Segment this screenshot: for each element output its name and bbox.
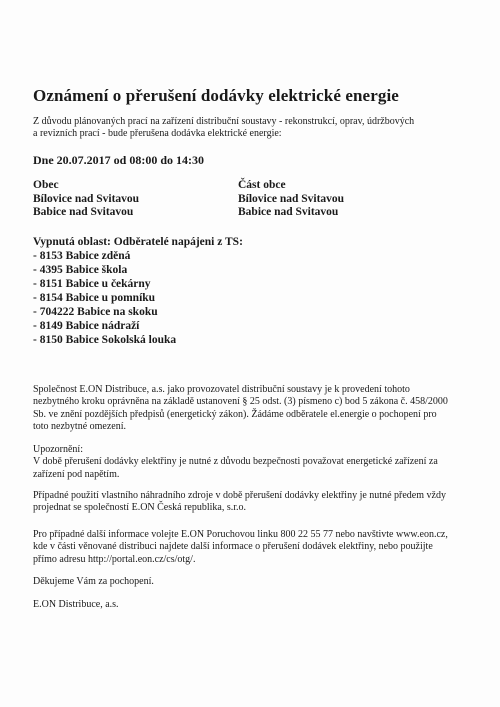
intro-paragraph bbox=[33, 116, 473, 141]
generator-line: projednat se společností E.ON Česká republika, s.r.o. bbox=[33, 502, 247, 514]
part-header: Část obce bbox=[238, 179, 286, 191]
area-item: - 8153 Babice zděná bbox=[33, 250, 131, 262]
area-item: - 8151 Babice u čekárny bbox=[33, 278, 151, 290]
warning-paragraph bbox=[33, 444, 473, 481]
generator-line: Případné použití vlastního náhradního zdroje v době přerušení dodávky elektřiny je nutné předem vždy bbox=[33, 490, 446, 501]
intro-line: a revizních prací - bude přerušena dodávka elektrické energie: bbox=[33, 128, 282, 140]
info-line: přímo adresu http://portal.eon.cz/cs/otg/. bbox=[33, 553, 196, 565]
part-row: Bílovice nad Svitavou bbox=[238, 192, 345, 205]
area-item: - 8149 Babice nádraží bbox=[33, 320, 140, 332]
area-item: - 4395 Babice škola bbox=[33, 264, 128, 276]
municipality-row: Babice nad Svitavou bbox=[33, 206, 134, 218]
affected-area bbox=[33, 235, 243, 347]
municipality-header: Obec bbox=[33, 179, 59, 191]
signature-line: E.ON Distribuce, a.s. bbox=[33, 599, 119, 610]
warning-label: Upozornění: bbox=[33, 444, 83, 455]
company-line: nezbytného kroku oprávněna na základě ustanovení § 25 odst. (3) písmeno c) bod 5 zákona č. 458/2000 bbox=[33, 396, 448, 408]
info-line: Pro případné další informace volejte E.ON Poruchovou linku 800 22 55 77 nebo navštivte www.eon.cz, bbox=[33, 529, 448, 540]
warning-line: zařízení pod napětím. bbox=[33, 468, 120, 480]
municipality-column bbox=[33, 179, 139, 220]
company-paragraph bbox=[33, 384, 473, 434]
part-column bbox=[238, 179, 344, 220]
info-line: kde v části věnované distribuci najdete další informace o přerušení dodávek elektřiny, nebo použijte bbox=[33, 541, 433, 553]
company-line: toto nezbytné omezení. bbox=[33, 421, 127, 433]
company-line: Sb. ve znění pozdějších předpisů (energetický zákon). Žádáme odběratele el.energie o pochopení pro bbox=[33, 408, 437, 420]
area-item: - 8150 Babice Sokolská louka bbox=[33, 334, 177, 346]
area-header: Vypnutá oblast: Odběratelé napájeni z TS: bbox=[33, 236, 243, 248]
info-paragraph bbox=[33, 529, 473, 566]
generator-paragraph bbox=[33, 490, 473, 515]
area-item: - 8154 Babice u pomníku bbox=[33, 292, 156, 304]
notice-title: Oznámení o přerušení dodávky elektrické energie bbox=[33, 86, 399, 105]
outage-date: Dne 20.07.2017 od 08:00 do 14:30 bbox=[33, 153, 205, 167]
warning-line: V době přerušení dodávky elektřiny je nutné z důvodu bezpečnosti považovat energetické zařízení za bbox=[33, 456, 438, 468]
signature-text bbox=[33, 599, 473, 611]
company-line: Společnost E.ON Distribuce, a.s. jako provozovatel distribuční soustavy je k provedení tohoto bbox=[33, 384, 410, 395]
thanks-line: Děkujeme Vám za pochopení. bbox=[33, 576, 154, 587]
part-row: Babice nad Svitavou bbox=[238, 206, 339, 218]
area-item: - 704222 Babice na skoku bbox=[33, 306, 158, 318]
intro-line: Z důvodu plánovaných prací na zařízení distribuční soustavy - rekonstrukcí, oprav, údržbových bbox=[33, 116, 415, 127]
thanks-text bbox=[33, 576, 473, 588]
municipality-row: Bílovice nad Svitavou bbox=[33, 192, 140, 205]
